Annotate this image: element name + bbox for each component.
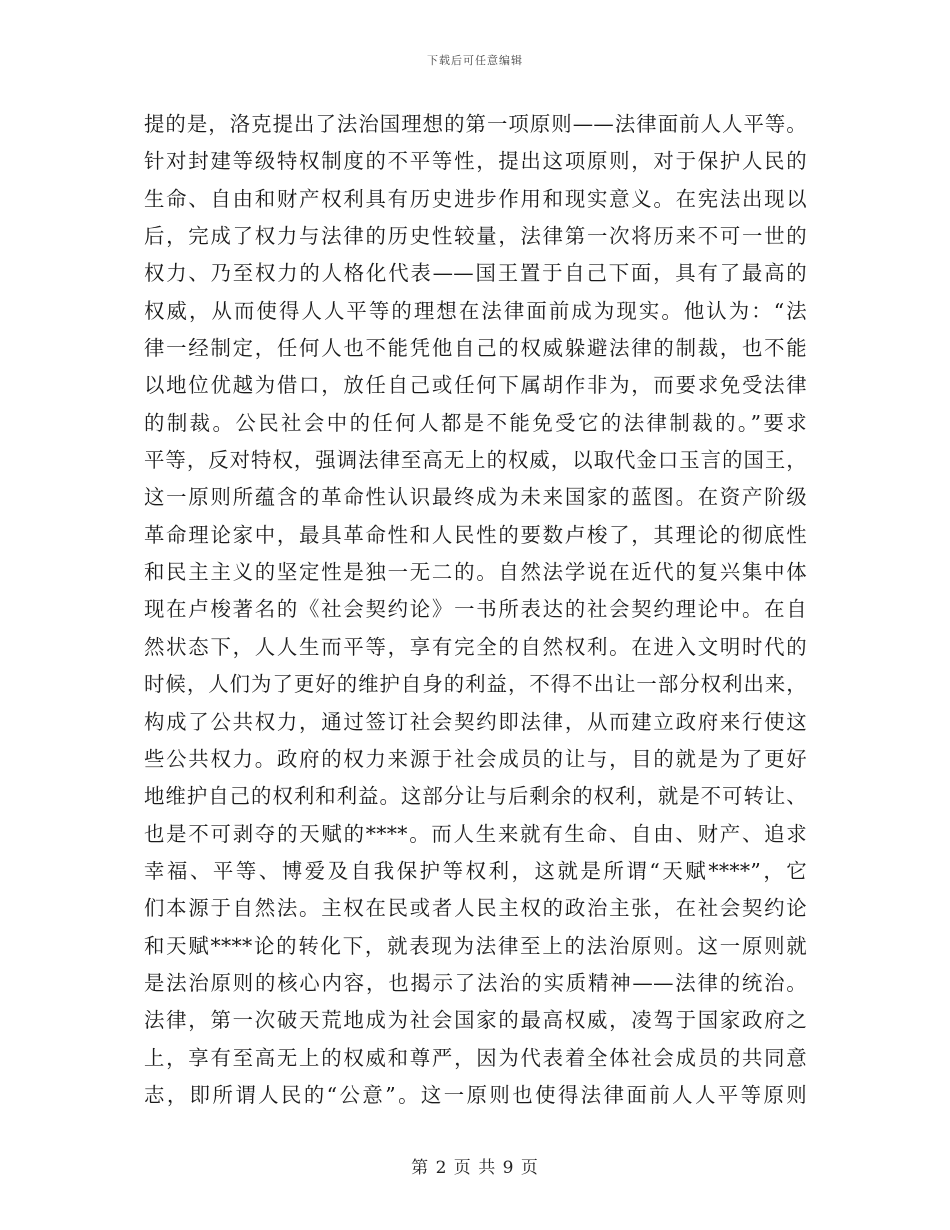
body-paragraph: [144, 106, 807, 1114]
text-line: 后，完成了权力与法律的历史性较量，法律第一次将历来不可一世的: [144, 224, 807, 249]
text-line: 的制裁。公民社会中的任何人都是不能免受它的法律制裁的。”要求: [144, 410, 807, 435]
text-line: 时候，人们为了更好的维护自身的利益，不得不出让一部分权利出来，: [144, 672, 807, 697]
text-line: 革命理论家中，最具革命性和人民性的要数卢梭了，其理论的彻底性: [144, 522, 807, 547]
text-line: 幸福、平等、博爱及自我保护等权利，这就是所谓“天赋****”，它: [144, 858, 807, 883]
text-line: 法律，第一次破天荒地成为社会国家的最高权威，凌驾于国家政府之: [144, 1008, 807, 1033]
text-line: 权力、乃至权力的人格化代表——国王置于自己下面，具有了最高的: [144, 261, 807, 286]
text-line: 些公共权力。政府的权力来源于社会成员的让与，目的就是为了更好: [144, 746, 807, 771]
text-line: 志，即所谓人民的“公意”。这一原则也使得法律面前人人平等原则: [144, 1082, 807, 1107]
text-line: 也是不可剥夺的天赋的****。而人生来就有生命、自由、财产、追求: [144, 821, 807, 846]
text-line: 构成了公共权力，通过签订社会契约即法律，从而建立政府来行使这: [144, 709, 807, 734]
text-line: 以地位优越为借口，放任自己或任何下属胡作非为，而要求免受法律: [144, 373, 807, 398]
text-line: 这一原则所蕴含的革命性认识最终成为未来国家的蓝图。在资产阶级: [144, 485, 807, 510]
text-line: 针对封建等级特权制度的不平等性，提出这项原则，对于保护人民的: [144, 149, 807, 174]
text-line: 平等，反对特权，强调法律至高无上的权威，以取代金口玉言的国王，: [144, 448, 807, 473]
text-line: 生命、自由和财产权利具有历史进步作用和现实意义。在宪法出现以: [144, 186, 807, 211]
text-line: 提的是，洛克提出了法治国理想的第一项原则——法律面前人人平等。: [144, 112, 807, 136]
page-header: 下载后可任意编辑: [427, 54, 523, 67]
text-line: 地维护自己的权利和利益。这部分让与后剩余的权利，就是不可转让、: [144, 784, 807, 809]
text-line: 律一经制定，任何人也不能凭他自己的权威躲避法律的制裁，也不能: [144, 336, 807, 361]
text-line: 然状态下，人人生而平等，享有完全的自然权利。在进入文明时代的: [144, 634, 807, 659]
text-line: 权威，从而使得人人平等的理想在法律面前成为现实。他认为：“法: [144, 298, 807, 323]
text-line: 们本源于自然法。主权在民或者人民主权的政治主张，在社会契约论: [144, 896, 807, 921]
page-footer: 第 2 页 共 9 页: [411, 1158, 539, 1178]
text-line: 和民主主义的坚定性是独一无二的。自然法学说在近代的复兴集中体: [144, 560, 807, 585]
text-line: 是法治原则的核心内容，也揭示了法治的实质精神——法律的统治。: [144, 970, 807, 995]
text-line: 上，享有至高无上的权威和尊严，因为代表着全体社会成员的共同意: [144, 1045, 807, 1070]
text-line: 现在卢梭著名的《社会契约论》一书所表达的社会契约理论中。在自: [144, 597, 807, 622]
text-line: 和天赋****论的转化下，就表现为法律至上的法治原则。这一原则就: [144, 933, 807, 958]
